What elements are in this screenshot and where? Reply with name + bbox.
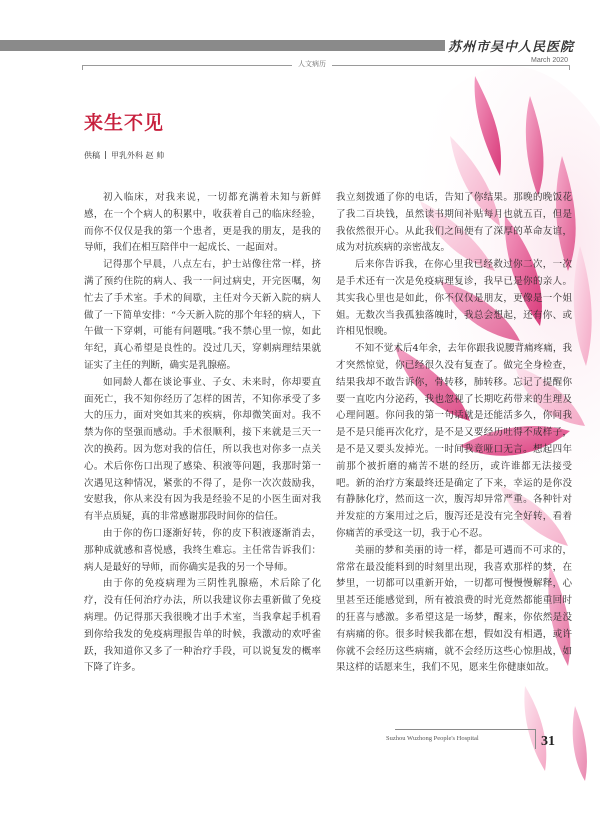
footer-divider bbox=[535, 729, 536, 749]
paragraph: 由于你的伤口逐渐好转，你的皮下积液逐渐消去，那种成就感和喜悦感，我终生难忘。主任常告诉我们：病人是最好的导师，而你确实是我的另一个导师。 bbox=[84, 527, 321, 573]
header-band bbox=[0, 40, 445, 51]
paragraph: 初入临床，对我来说，一切都充满着未知与新鲜感，在一个个病人的积累中，收获着自己的临床经验，而你不仅仅是我的第一个患者，更是我的朋友，是我的导师，我们在相互陪伴中一起成长、一起面对。 bbox=[84, 192, 321, 254]
column-label: 人文病历 bbox=[292, 59, 332, 69]
byline-author: 赵 帅 bbox=[145, 151, 165, 160]
footer-hospital-name: Suzhou Wuzhong People's Hospital bbox=[386, 735, 479, 742]
byline-source: 供稿 bbox=[84, 151, 100, 160]
paragraph: 记得那个早晨，八点左右，护士站像往常一样，挤满了预约住院的病人、我一一问过病史，开完医嘱，匆忙去了手术室。手术的间歇，主任对今天新入院的病人做了一下简单安排：“今天新入院的那个年轻的病人，下午做一下穿刺，可能有问题哦。”我不禁心里一惊，如此年纪，真心希望是良性的。没过几天，穿刺病理结果就证实了主任的判断，确实是乳腺癌。 bbox=[84, 259, 321, 371]
paragraph: 不知不觉术后4年余，去年你跟我说腰背痛疼痛，我才突然惊觉，你已经很久没有复查了。做完全身检查，结果我却不敢告诉你，骨转移，肺转移。忘记了提醒你要一直吃内分泌药，我也忽视了长期吃药带来的生理及心理问题。你问我的第一句话就是还能活多久，你问我是不是只能再次化疗，是不是又要经历吐得不成样子，是不是又要头发掉光。一时间我竟哑口无言。想起四年前那个被折磨的痛苦不堪的经历，或许谁都无法接受吧。新的治疗方案最终还是确定了下来，幸运的是你没有静脉化疗，然而这一次，腹泻却异常严重。各种针对并发症的方案用过之后，腹泻还是没有完全好转，看着你痛苦的承受这一切，我于心不忍。 bbox=[336, 343, 572, 539]
header-rule-tick-left bbox=[82, 65, 83, 70]
paragraph: 由于你的免疫病理为三阴性乳腺癌，术后除了化疗，没有任何治疗办法，所以我建议你去重新做了免疫病理。仍记得那天我很晚才出手术室，当我拿起手机看到你给我发的免疫病理报告单的时候，我激动的欢呼雀跃，我知道你又多了一种治疗手段，可以说复发的概率下降了许多。 bbox=[84, 578, 321, 674]
byline-department: 甲乳外科 bbox=[111, 151, 143, 160]
issue-date: March 2020 bbox=[531, 57, 568, 64]
article-byline bbox=[84, 150, 164, 161]
article-title: 来生不见 bbox=[84, 112, 165, 134]
paragraph: 如同龄人都在谈论事业、子女、未来时，你却要直面死亡，我不知你经历了怎样的困苦，不知你承受了多大的压力，面对突如其来的疾病，你却微笑面对。我不禁为你的坚强而感动。手术很顺利，接下来就是三天一次的换药。因为您对我的信任，所以我也对你多一点关心。术后你伤口出现了感染、积液等问题，我那时第一次遇见这种情况，紧张的不得了，是你一次次鼓励我，安慰我，你从来没有因为我是经验不足的小医生面对我有半点质疑，真的非常感谢那段时间你的信任。 bbox=[84, 376, 321, 523]
article-column-right bbox=[336, 190, 572, 677]
hospital-name: 苏州市吴中人民医院 bbox=[448, 40, 575, 55]
byline-separator bbox=[105, 151, 106, 159]
paragraph: 后来你告诉我，在你心里我已经救过你二次，一次是手术还有一次是免疫病理复诊，我早已是你的亲人。其实我心里也是如此，你不仅仅是朋友，更像是一个姐姐。无数次当我孤独落魄时，我总会想起，还有你、或许相见恨晚。 bbox=[336, 259, 572, 338]
footer-rule bbox=[395, 729, 535, 730]
paragraph: 我立刻拨通了你的电话，告知了你结果。那晚的晚饭花了我二百块钱，虽然读书期间补贴每月也就五百，但是我依然很开心。从此我们之间便有了深厚的革命友谊，成为对抗疾病的亲密战友。 bbox=[336, 192, 572, 254]
page-number: 31 bbox=[541, 734, 555, 749]
paragraph: 美丽的梦和美丽的诗一样，都是可遇而不可求的，常常在最没能料到的时刻里出现，我喜欢那样的梦，在梦里，一切都可以重新开始，一切都可慢慢慢解释，心里甚至还能感觉到，所有被浪费的时光竟然都能重回时的狂喜与感激。多希望这是一场梦，醒来，你依然是没有病痛的你。很多时候我都在想，假如没有相遇，或许你就不会经历这些病痛，就不会经历这些心惊胆战，如果这样的话愿来生，我们不见，愿来生你健康如故。 bbox=[336, 544, 572, 674]
article-column-left bbox=[84, 190, 321, 677]
